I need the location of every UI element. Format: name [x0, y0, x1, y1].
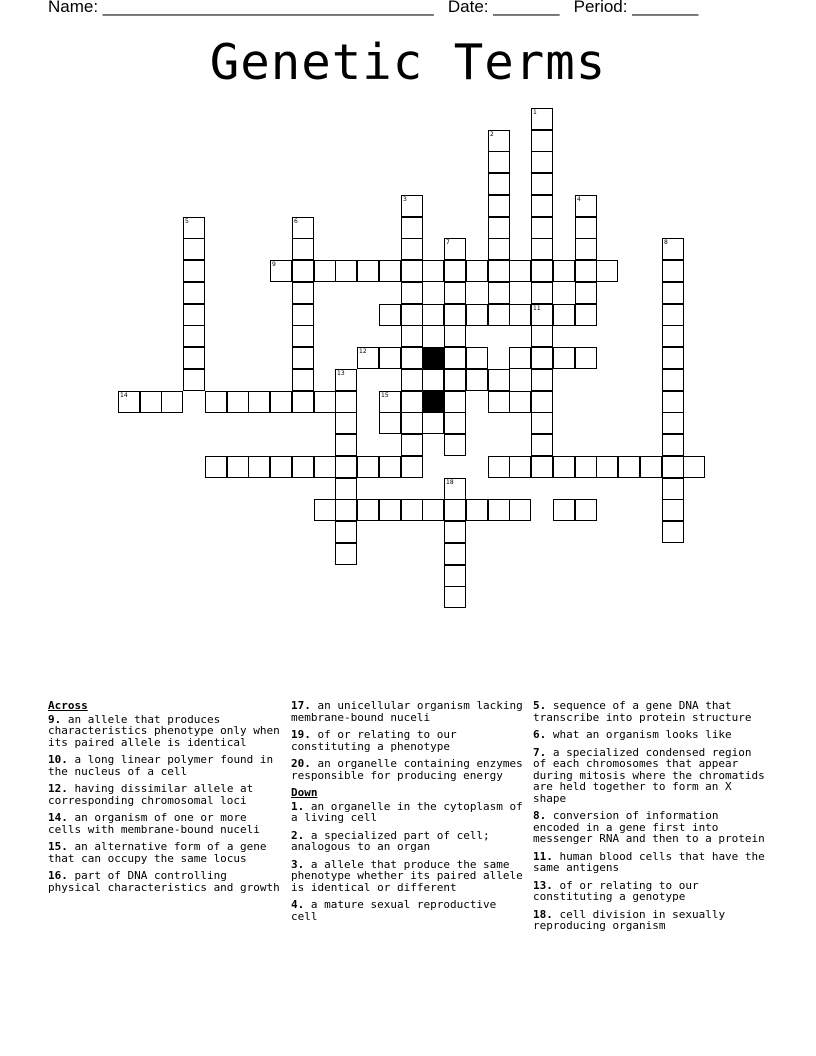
clue-across-14 [48, 812, 280, 835]
grid-cell[interactable] [662, 238, 684, 260]
clue-number: 18. [533, 907, 553, 921]
grid-cell[interactable] [662, 521, 684, 543]
grid-cell[interactable] [662, 325, 684, 347]
grid-cell[interactable] [531, 412, 553, 434]
grid-cell[interactable] [379, 304, 401, 326]
clue-number: 17. [291, 699, 311, 712]
grid-cell[interactable] [662, 456, 684, 478]
grid-cell[interactable] [531, 282, 553, 304]
grid-cell[interactable] [335, 391, 357, 413]
grid-cell[interactable] [509, 304, 531, 326]
grid-cell[interactable] [444, 412, 466, 434]
grid-cell[interactable] [531, 151, 553, 173]
grid-cell[interactable] [488, 173, 510, 195]
grid-cell[interactable] [183, 217, 205, 239]
grid-cell[interactable] [640, 456, 662, 478]
grid-cell[interactable] [444, 586, 466, 608]
grid-cell[interactable] [575, 347, 597, 369]
grid-cell[interactable] [335, 260, 357, 282]
grid-cell[interactable] [335, 434, 357, 456]
grid-cell[interactable] [401, 412, 423, 434]
grid-cell[interactable] [292, 347, 314, 369]
down-heading: Down [291, 786, 318, 799]
clue-text: part of DNA controlling physical characteristics and growth [48, 869, 280, 894]
grid-cell[interactable] [444, 521, 466, 543]
grid-cell[interactable] [509, 391, 531, 413]
grid-cell[interactable] [401, 456, 423, 478]
grid-cell[interactable] [531, 347, 553, 369]
grid-cell[interactable] [292, 325, 314, 347]
grid-cell[interactable] [575, 260, 597, 282]
clue-text: a mature sexual reproductive cell [291, 898, 497, 923]
grid-cell[interactable] [161, 391, 183, 413]
grid-cell[interactable] [444, 347, 466, 369]
grid-block [422, 347, 444, 369]
clue-across-19 [291, 729, 523, 752]
clue-number: 13. [533, 878, 553, 892]
grid-cell[interactable] [575, 304, 597, 326]
grid-cell[interactable] [444, 391, 466, 413]
clue-down-2 [291, 830, 523, 853]
grid-cell[interactable] [444, 260, 466, 282]
clue-text: a specialized part of cell; analogous to an organ [291, 828, 490, 853]
clue-number: 9. [48, 712, 62, 726]
grid-cell[interactable] [335, 499, 357, 521]
grid-cell[interactable] [422, 369, 444, 391]
grid-cell[interactable] [531, 260, 553, 282]
grid-cell[interactable] [488, 282, 510, 304]
grid-cell[interactable] [488, 369, 510, 391]
grid-cell[interactable] [444, 499, 466, 521]
clue-text: an organism of one or more cells with membrane-bound nuceli [48, 811, 260, 836]
grid-cell[interactable] [422, 412, 444, 434]
clue-number-label: 13 [337, 370, 345, 377]
grid-cell[interactable] [357, 456, 379, 478]
grid-cell[interactable] [531, 391, 553, 413]
grid-cell[interactable] [575, 195, 597, 217]
clue-text: human blood cells that have the same antigens [533, 849, 765, 874]
grid-cell[interactable] [488, 238, 510, 260]
grid-cell[interactable] [575, 238, 597, 260]
grid-cell[interactable] [401, 304, 423, 326]
grid-cell[interactable] [466, 347, 488, 369]
grid-cell[interactable] [444, 369, 466, 391]
grid-cell[interactable] [248, 391, 270, 413]
clue-across-15 [48, 841, 280, 864]
clue-across-20 [291, 758, 523, 781]
grid-cell[interactable] [444, 238, 466, 260]
clue-across-16 [48, 870, 280, 893]
clue-text: a specialized condensed region of each chromosomes that appear during mitosis where the chromatids are held together to form an X shape [533, 745, 765, 805]
grid-cell[interactable] [335, 521, 357, 543]
grid-cell[interactable] [140, 391, 162, 413]
grid-cell[interactable] [292, 456, 314, 478]
clue-down-13 [533, 880, 765, 903]
grid-cell[interactable] [401, 499, 423, 521]
clue-down-4 [291, 899, 523, 922]
clue-number: 19. [291, 728, 311, 741]
grid-cell[interactable] [401, 260, 423, 282]
grid-cell[interactable] [575, 456, 597, 478]
clue-text: an allele that produces characteristics phenotype only when its paired allele is identical [48, 712, 280, 749]
clue-number: 8. [533, 809, 547, 822]
clue-number-label: 11 [533, 305, 541, 312]
grid-cell[interactable] [183, 304, 205, 326]
grid-cell[interactable] [509, 456, 531, 478]
clue-text: a allele that produce the same phenotype whether its paired allele is identical or different [291, 857, 523, 894]
grid-cell[interactable] [401, 325, 423, 347]
clue-number-label: 12 [359, 348, 367, 355]
grid-cell[interactable] [270, 391, 292, 413]
grid-cell[interactable] [444, 434, 466, 456]
clue-down-7 [533, 747, 765, 805]
grid-cell[interactable] [314, 260, 336, 282]
grid-cell[interactable] [488, 304, 510, 326]
grid-cell[interactable] [314, 391, 336, 413]
grid-cell[interactable] [531, 304, 553, 326]
clue-number: 4. [291, 898, 305, 911]
grid-cell[interactable] [662, 391, 684, 413]
clue-across-10 [48, 754, 280, 777]
grid-cell[interactable] [444, 304, 466, 326]
grid-cell[interactable] [314, 499, 336, 521]
grid-cell[interactable] [401, 391, 423, 413]
grid-cell[interactable] [401, 347, 423, 369]
grid-cell[interactable] [531, 325, 553, 347]
clue-down-6 [533, 729, 765, 741]
grid-cell[interactable] [662, 304, 684, 326]
clue-text: an organelle containing enzymes responsible for producing energy [291, 757, 523, 782]
grid-cell[interactable] [183, 260, 205, 282]
grid-cell[interactable] [553, 456, 575, 478]
grid-cell[interactable] [205, 391, 227, 413]
clue-number-label: 2 [490, 131, 494, 138]
grid-cell[interactable] [422, 499, 444, 521]
grid-cell[interactable] [662, 434, 684, 456]
clue-text: what an organism looks like [546, 728, 732, 741]
grid-cell[interactable] [488, 195, 510, 217]
grid-cell[interactable] [466, 499, 488, 521]
grid-cell[interactable] [531, 173, 553, 195]
grid-cell[interactable] [270, 260, 292, 282]
grid-cell[interactable] [553, 304, 575, 326]
grid-cell[interactable] [444, 325, 466, 347]
grid-cell[interactable] [292, 391, 314, 413]
grid-cell[interactable] [662, 412, 684, 434]
clue-number-label: 6 [294, 218, 298, 225]
clue-across-17 [291, 700, 523, 723]
grid-cell[interactable] [183, 238, 205, 260]
grid-cell[interactable] [531, 217, 553, 239]
grid-cell[interactable] [422, 304, 444, 326]
clue-number-label: 18 [446, 479, 454, 486]
grid-cell[interactable] [401, 434, 423, 456]
grid-cell[interactable] [531, 130, 553, 152]
grid-cell[interactable] [575, 282, 597, 304]
clue-number: 16. [48, 869, 68, 882]
grid-cell[interactable] [335, 456, 357, 478]
clue-number: 7. [533, 745, 547, 759]
clue-down-18 [533, 909, 765, 932]
grid-cell[interactable] [466, 304, 488, 326]
grid-cell[interactable] [292, 217, 314, 239]
clue-text: having dissimilar allele at corresponding chromosomal loci [48, 782, 254, 807]
grid-cell[interactable] [292, 282, 314, 304]
grid-cell[interactable] [488, 260, 510, 282]
grid-cell[interactable] [335, 412, 357, 434]
grid-cell[interactable] [531, 108, 553, 130]
grid-cell[interactable] [292, 369, 314, 391]
clue-down-3 [291, 859, 523, 894]
grid-cell[interactable] [488, 151, 510, 173]
grid-cell[interactable] [379, 260, 401, 282]
grid-cell[interactable] [488, 130, 510, 152]
clue-text: a long linear polymer found in the nucleus of a cell [48, 753, 274, 778]
grid-cell[interactable] [183, 282, 205, 304]
grid-cell[interactable] [662, 369, 684, 391]
grid-cell[interactable] [379, 499, 401, 521]
grid-cell[interactable] [596, 456, 618, 478]
clue-down-8 [533, 810, 765, 845]
clue-text: of or relating to our constituting a phenotype [291, 728, 457, 753]
clue-number-label: 4 [577, 196, 581, 203]
clue-number-label: 15 [381, 392, 389, 399]
grid-cell[interactable] [292, 260, 314, 282]
clue-number: 10. [48, 753, 68, 766]
clue-text: an alternative form of a gene that can occupy the same locus [48, 840, 267, 865]
grid-cell[interactable] [227, 391, 249, 413]
grid-cell[interactable] [575, 499, 597, 521]
clue-down-5 [533, 700, 765, 723]
grid-cell[interactable] [662, 282, 684, 304]
grid-cell[interactable] [270, 456, 292, 478]
grid-cell[interactable] [553, 260, 575, 282]
grid-cell[interactable] [444, 565, 466, 587]
clue-text: conversion of information encoded in a gene first into messenger RNA and then to a protein [533, 809, 765, 845]
grid-block [422, 391, 444, 413]
grid-cell[interactable] [531, 238, 553, 260]
grid-cell[interactable] [531, 195, 553, 217]
clue-text: of or relating to our constituting a genotype [533, 878, 699, 903]
grid-cell[interactable] [662, 499, 684, 521]
grid-cell[interactable] [466, 369, 488, 391]
grid-cell[interactable] [553, 499, 575, 521]
clue-number-label: 3 [403, 196, 407, 203]
grid-cell[interactable] [422, 260, 444, 282]
grid-cell[interactable] [488, 217, 510, 239]
clue-text: cell division in sexually reproducing organism [533, 907, 726, 932]
clue-number: 12. [48, 782, 68, 795]
clue-number-label: 1 [533, 109, 537, 116]
clue-number: 5. [533, 699, 547, 712]
grid-cell[interactable] [575, 217, 597, 239]
clue-number: 6. [533, 728, 547, 741]
clue-text: an unicellular organism lacking membrane-bound nuceli [291, 699, 523, 724]
grid-cell[interactable] [401, 369, 423, 391]
date-field-label[interactable]: Date: _______ [447, 0, 560, 16]
grid-cell[interactable] [444, 478, 466, 500]
grid-cell[interactable] [379, 391, 401, 413]
grid-cell[interactable] [531, 369, 553, 391]
clue-across-9 [48, 714, 280, 749]
period-field-label[interactable]: Period: _______ [573, 0, 699, 16]
clue-number: 14. [48, 811, 68, 824]
grid-cell[interactable] [357, 260, 379, 282]
clue-number-label: 14 [120, 392, 128, 399]
grid-cell[interactable] [488, 391, 510, 413]
clue-across-12 [48, 783, 280, 806]
grid-cell[interactable] [401, 282, 423, 304]
across-heading: Across [48, 699, 88, 712]
grid-cell[interactable] [401, 217, 423, 239]
grid-cell[interactable] [466, 260, 488, 282]
name-field-label[interactable]: Name: ___________________________________ [48, 0, 434, 16]
grid-cell[interactable] [488, 456, 510, 478]
grid-cell[interactable] [401, 238, 423, 260]
grid-cell[interactable] [596, 260, 618, 282]
page-title: Genetic Terms [209, 34, 607, 91]
grid-cell[interactable] [531, 456, 553, 478]
clue-number: 1. [291, 799, 305, 813]
grid-cell[interactable] [379, 412, 401, 434]
grid-cell[interactable] [314, 456, 336, 478]
grid-cell[interactable] [292, 238, 314, 260]
grid-cell[interactable] [335, 478, 357, 500]
grid-cell[interactable] [292, 304, 314, 326]
grid-cell[interactable] [509, 499, 531, 521]
clue-column-1 [48, 700, 280, 899]
grid-cell[interactable] [118, 391, 140, 413]
clue-down-11 [533, 851, 765, 874]
grid-cell[interactable] [683, 456, 705, 478]
clue-number: 3. [291, 857, 305, 871]
grid-cell[interactable] [227, 456, 249, 478]
grid-cell[interactable] [401, 195, 423, 217]
clue-number: 15. [48, 840, 68, 853]
grid-cell[interactable] [248, 456, 270, 478]
grid-cell[interactable] [662, 260, 684, 282]
grid-cell[interactable] [205, 456, 227, 478]
grid-cell[interactable] [509, 260, 531, 282]
clue-down-1 [291, 801, 523, 824]
clue-text: sequence of a gene DNA that transcribe into protein structure [533, 699, 752, 724]
clue-column-3 [533, 700, 765, 938]
clue-number: 2. [291, 828, 305, 842]
grid-cell[interactable] [488, 499, 510, 521]
grid-cell[interactable] [444, 282, 466, 304]
grid-cell[interactable] [531, 434, 553, 456]
grid-cell[interactable] [509, 347, 531, 369]
grid-cell[interactable] [357, 499, 379, 521]
grid-cell[interactable] [379, 456, 401, 478]
grid-cell[interactable] [357, 347, 379, 369]
grid-cell[interactable] [335, 543, 357, 565]
grid-cell[interactable] [662, 478, 684, 500]
clue-number: 11. [533, 849, 553, 863]
grid-cell[interactable] [335, 369, 357, 391]
clue-number-label: 7 [446, 239, 450, 246]
clue-number-label: 9 [272, 261, 276, 268]
clue-column-2 [291, 700, 523, 928]
grid-cell[interactable] [183, 347, 205, 369]
grid-cell[interactable] [444, 543, 466, 565]
clue-number-label: 8 [664, 239, 668, 246]
clue-text: an organelle in the cytoplasm of a living cell [291, 799, 523, 824]
grid-cell[interactable] [379, 347, 401, 369]
grid-cell[interactable] [662, 347, 684, 369]
grid-cell[interactable] [183, 369, 205, 391]
grid-cell[interactable] [183, 325, 205, 347]
grid-cell[interactable] [553, 347, 575, 369]
clue-number: 20. [291, 757, 311, 770]
clue-number-label: 5 [185, 218, 189, 225]
grid-cell[interactable] [618, 456, 640, 478]
